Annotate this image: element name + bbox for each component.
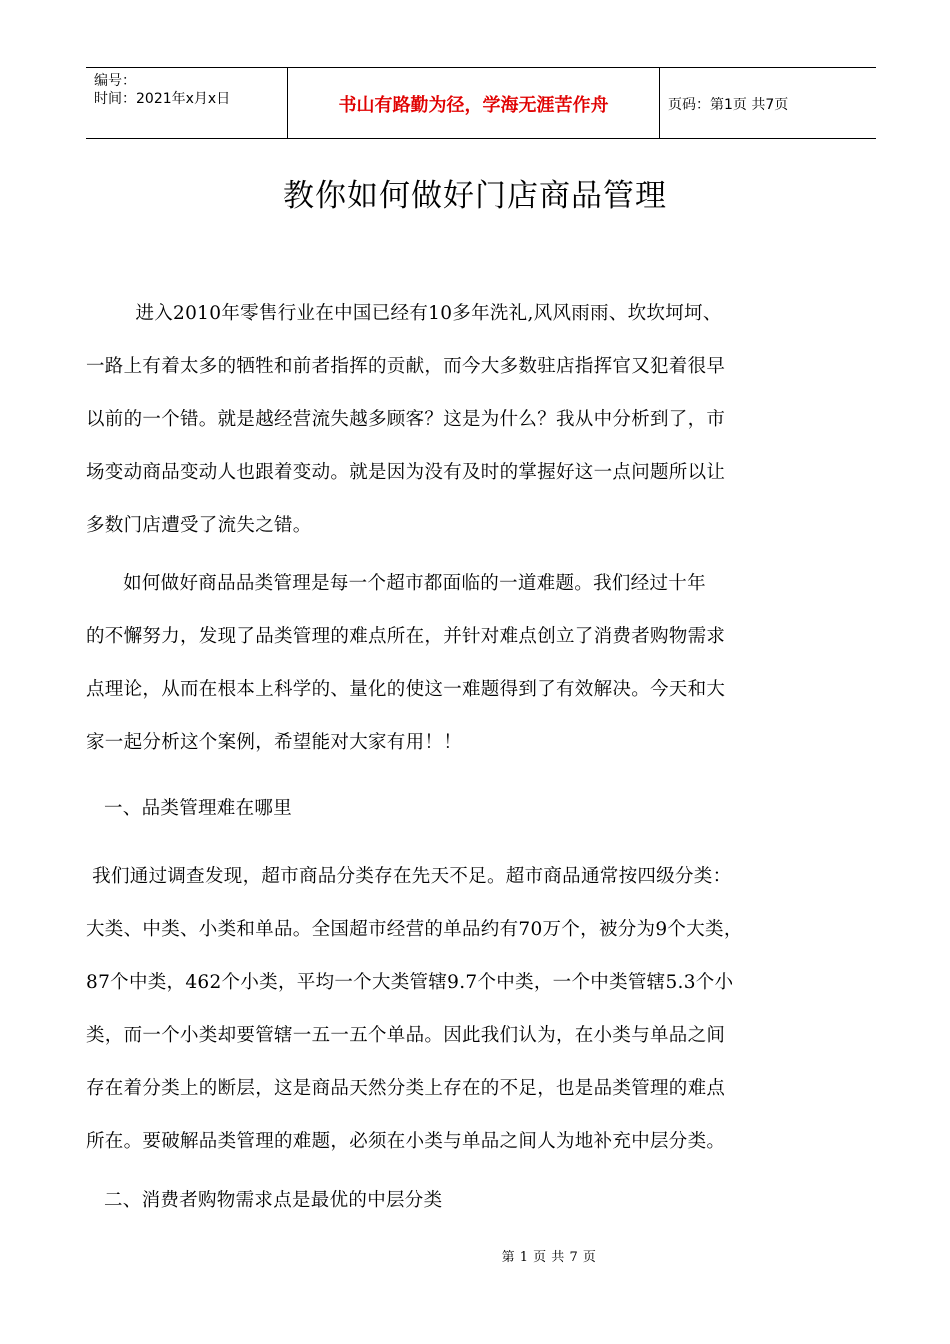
paragraph-line: 进入2010年零售行业在中国已经有10多年洗礼,风风雨雨、坎坎坷坷、 — [86, 303, 722, 324]
paragraph-line: 点理论，从而在根本上科学的、量化的使这一难题得到了有效解决。今天和大 — [86, 679, 726, 700]
motto: 书山有路勤为径，学海无涯苦作舟 — [288, 68, 660, 138]
paragraph-line: 87个中类，462个小类，平均一个大类管辖9.7个中类，一个中类管辖5.3个小 — [86, 972, 734, 993]
paragraph-line: 类，而一个小类却要管辖一五一五个单品。因此我们认为，在小类与单品之间 — [86, 1025, 726, 1046]
document-title: 教你如何做好门店商品管理 — [283, 178, 667, 214]
paragraph-2 — [86, 557, 886, 769]
number-label: 编号： — [94, 73, 136, 89]
paragraph-line: 所在。要破解品类管理的难题，必须在小类与单品之间人为地补充中层分类。 — [86, 1131, 726, 1152]
document-header — [86, 67, 876, 139]
header-meta — [86, 68, 288, 138]
paragraph-line: 多数门店遭受了流失之错。 — [86, 515, 312, 536]
paragraph-line: 如何做好商品品类管理是每一个超市都面临的一道难题。我们经过十年 — [86, 573, 706, 594]
paragraph-line: 我们通过调查发现，超市商品分类存在先天不足。超市商品通常按四级分类： — [86, 866, 732, 887]
paragraph-line: 大类、中类、小类和单品。全国超市经营的单品约有70万个，被分为9个大类， — [86, 919, 743, 940]
paragraph-line: 一路上有着太多的牺牲和前者指挥的贡献，而今大多数驻店指挥官又犯着很早 — [86, 356, 726, 377]
paragraph-line: 场变动商品变动人也跟着变动。就是因为没有及时的掌握好这一点问题所以让 — [86, 462, 726, 483]
section-heading-2: 二、消费者购物需求点是最优的中层分类 — [104, 1190, 443, 1211]
paragraph-line: 的不懈努力，发现了品类管理的难点所在，并针对难点创立了消费者购物需求 — [86, 626, 726, 647]
page-info: 页码：第1页 共7页 — [668, 97, 789, 113]
time-label: 时间：2021年x月x日 — [94, 91, 231, 107]
section-heading-1: 一、品类管理难在哪里 — [104, 798, 293, 819]
paragraph-line: 家一起分析这个案例，希望能对大家有用！！ — [86, 732, 463, 753]
paragraph-1 — [86, 287, 886, 552]
paragraph-line: 以前的一个错。就是越经营流失越多顾客？这是为什么？我从中分析到了，市 — [86, 409, 726, 430]
paragraph-3 — [86, 850, 886, 1168]
page-footer: 第 1 页 共 7 页 — [501, 1250, 597, 1265]
paragraph-line: 存在着分类上的断层，这是商品天然分类上存在的不足，也是品类管理的难点 — [86, 1078, 726, 1099]
